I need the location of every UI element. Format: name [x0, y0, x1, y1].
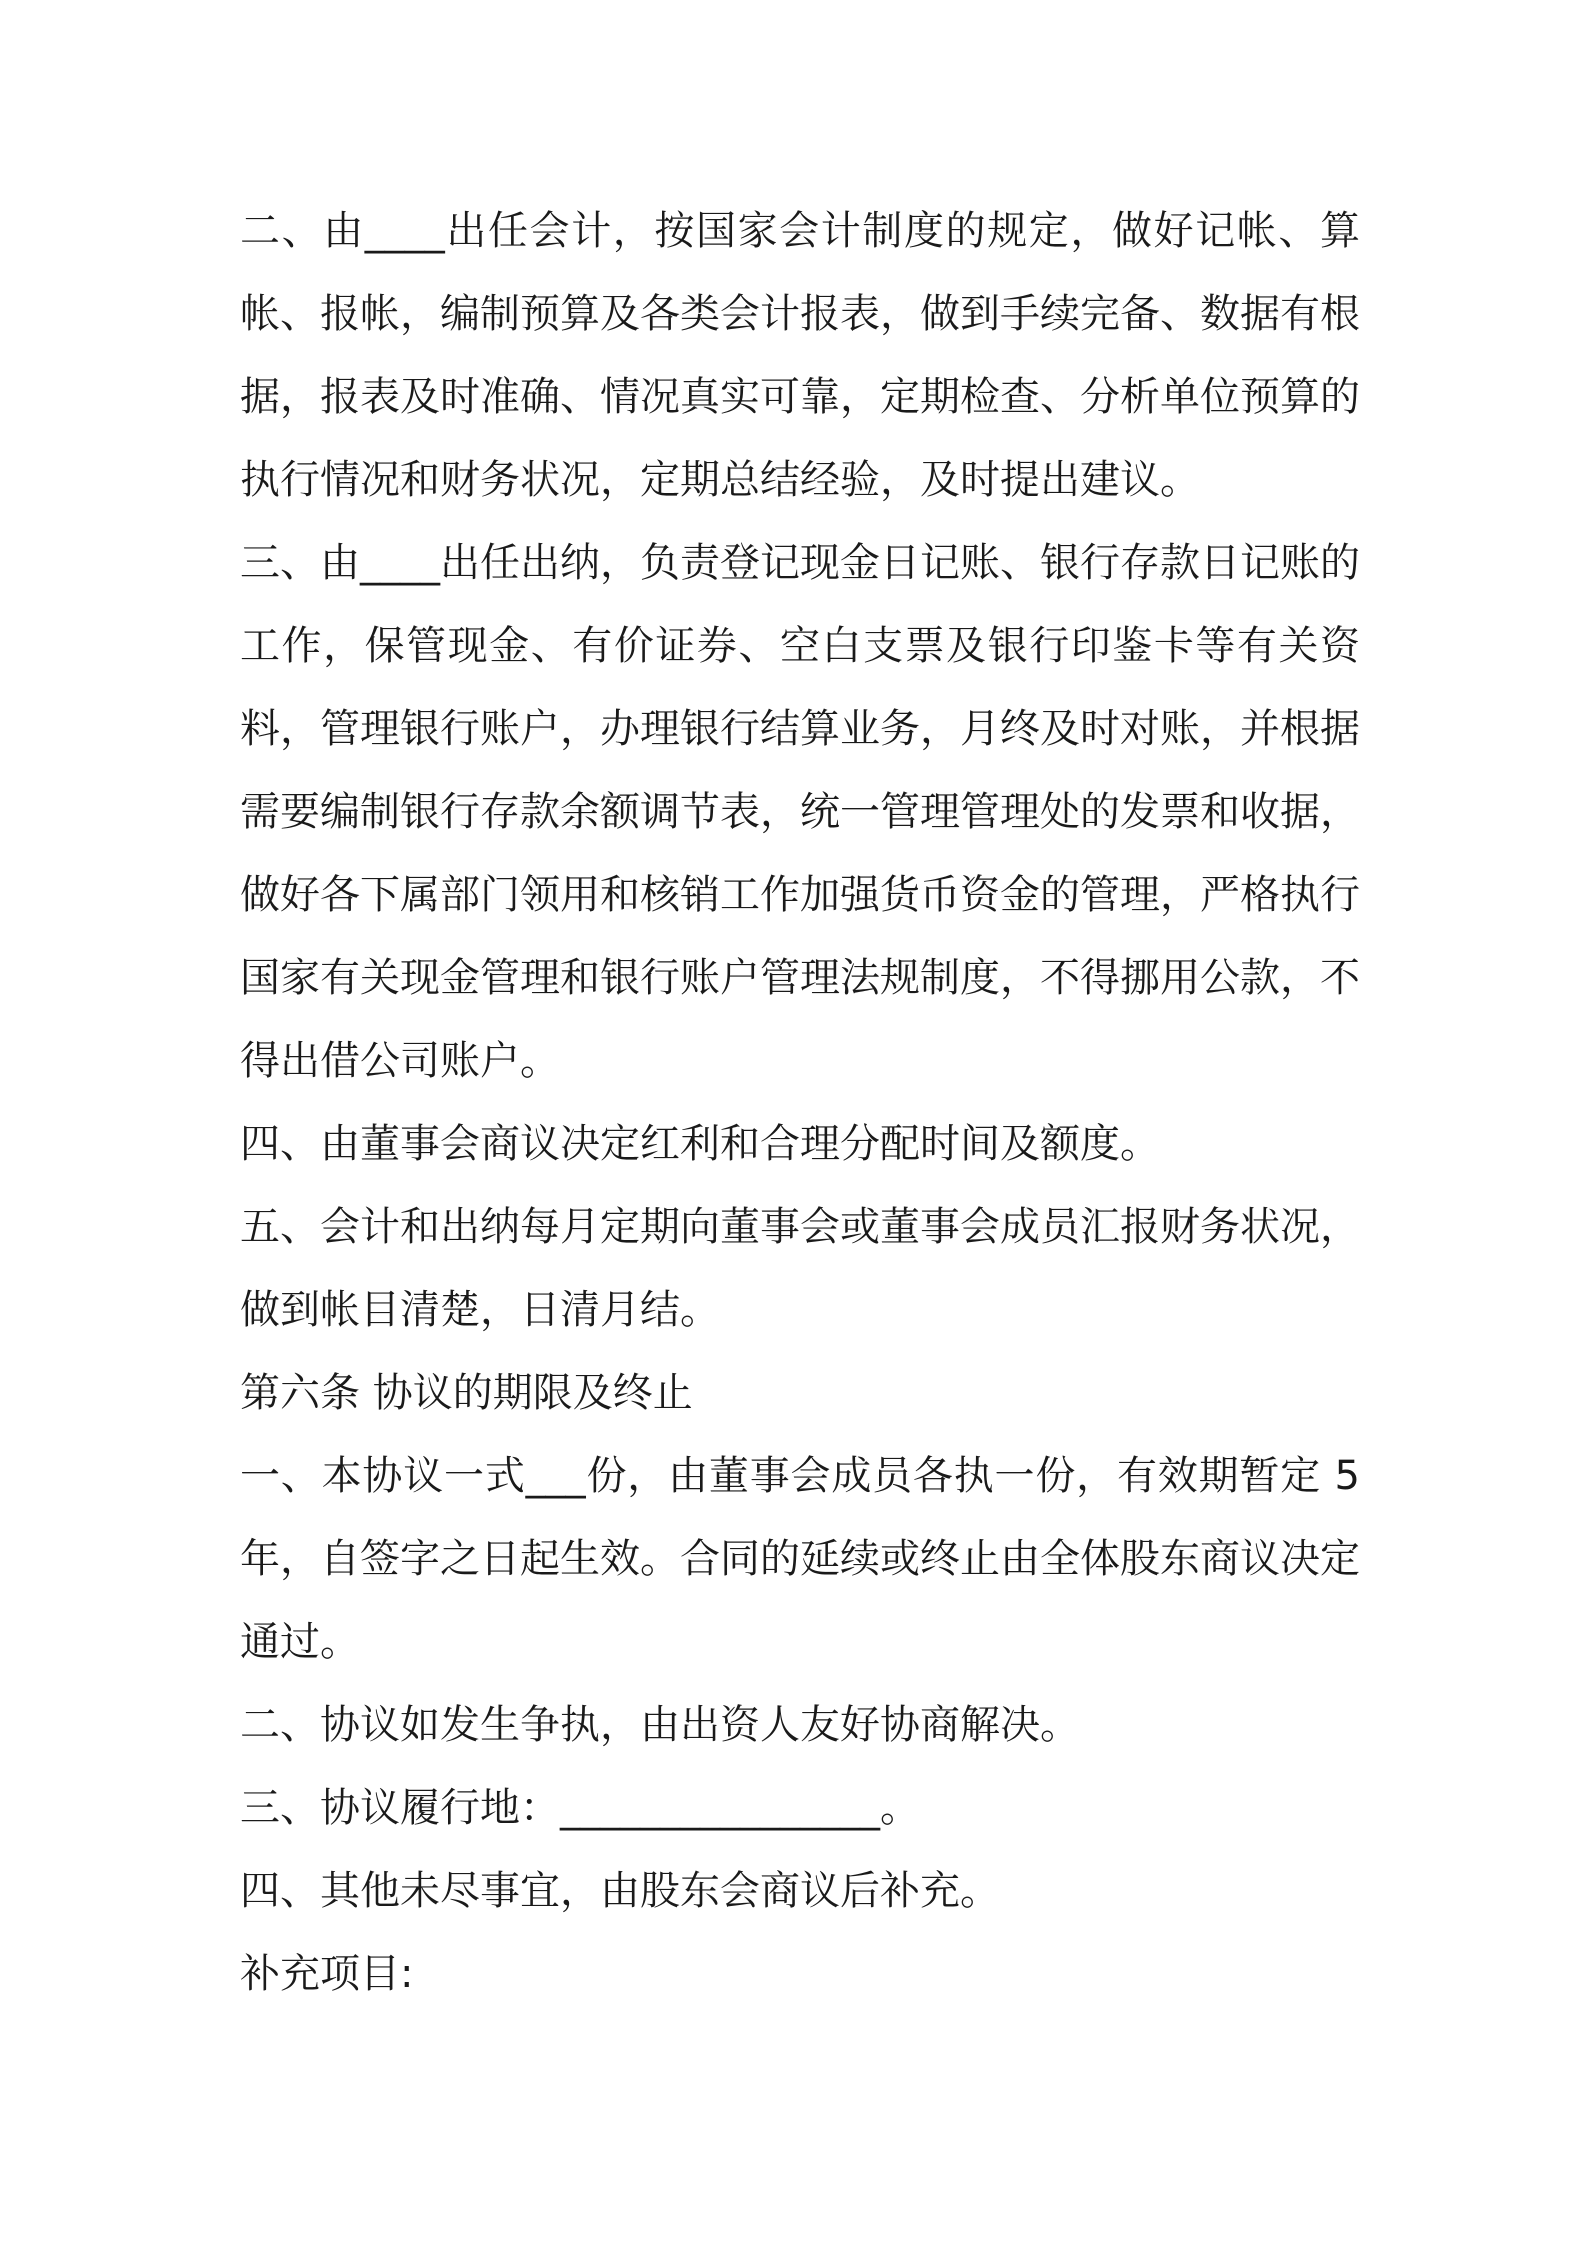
clause-accountant: 二、由____出任会计，按国家会计制度的规定，做好记帐、算帐、报帐，编制预算及各类会计报表，做到手续完备、数据有根据，报表及时准确、情况真实可靠，定期检查、分析单位预算的执行情况和财务状况，定期总结经验，及时提出建议。: [240, 208, 1360, 503]
article-six-heading: 第六条 协议的期限及终止: [240, 1370, 693, 1416]
supplement-label: 补充项目:: [240, 1951, 414, 1997]
clause-copies-term: 一、本协议一式___份，由董事会成员各执一份，有效期暂定 5 年，自签字之日起生效。合同的延续或终止由全体股东商议决定通过。: [240, 1453, 1360, 1665]
clause-reporting: 五、会计和出纳每月定期向董事会或董事会成员汇报财务状况，做到帐目清楚，日清月结。: [240, 1204, 1360, 1333]
clause-disputes: 二、协议如发生争执，由出资人友好协商解决。: [240, 1702, 1080, 1748]
clause-place-of-performance: 三、协议履行地：________________。: [240, 1785, 920, 1831]
clause-cashier: 三、由____出任出纳，负责登记现金日记账、银行存款日记账的工作，保管现金、有价证券、空白支票及银行印鉴卡等有关资料，管理银行账户，办理银行结算业务，月终及时对账，并根据需要编制银行存款余额调节表，统一管理管理处的发票和收据，做好各下属部门领用和核销工作加强货币资金的管理，严格执行国家有关现金管理和银行账户管理法规制度，不得挪用公款，不得出借公司账户。: [240, 540, 1360, 1084]
clause-dividend: 四、由董事会商议决定红利和合理分配时间及额度。: [240, 1121, 1160, 1167]
document-body: [240, 190, 1360, 2016]
clause-other-matters: 四、其他未尽事宜，由股东会商议后补充。: [240, 1868, 1000, 1914]
